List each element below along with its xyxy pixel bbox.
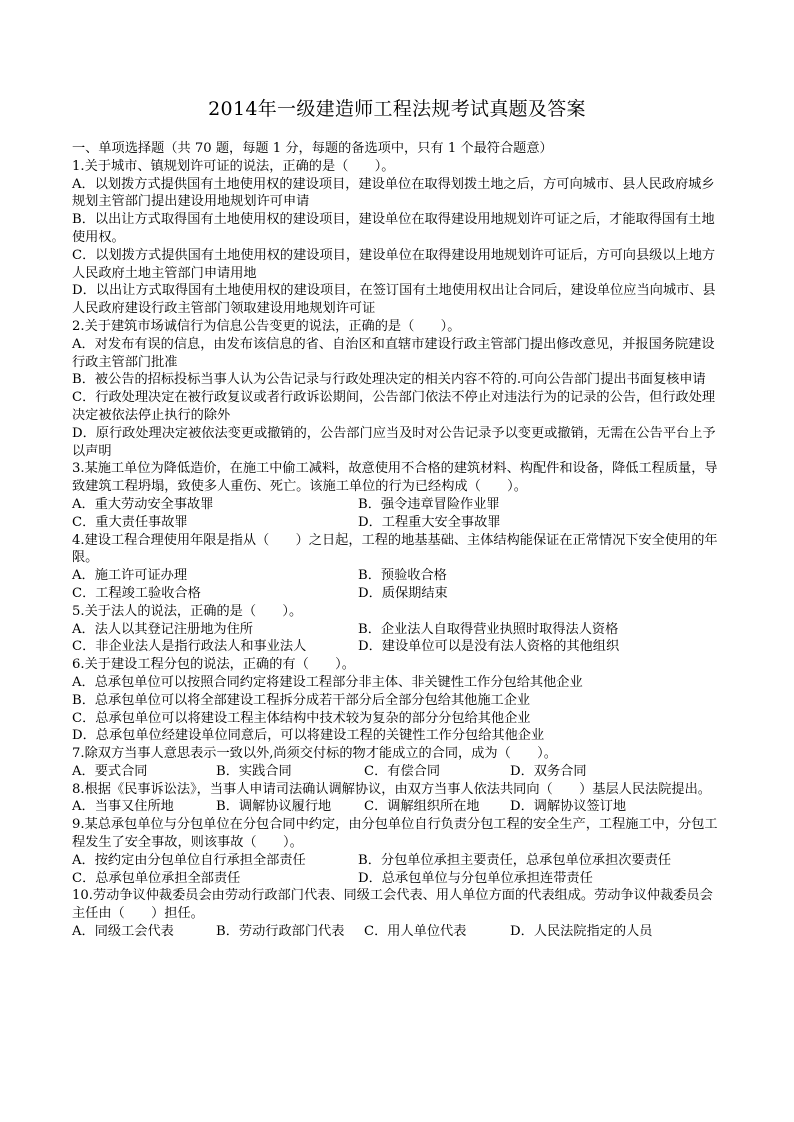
option-b: B．强令违章冒险作业罪 bbox=[358, 496, 500, 512]
document-body bbox=[72, 140, 722, 941]
option-d: D．建设单位可以是没有法人资格的其他组织 bbox=[358, 639, 620, 655]
option-b: B．分包单位承担主要责任，总承包单位承担次要责任 bbox=[358, 852, 672, 868]
option-a: A．法人以其登记注册地为住所 bbox=[72, 621, 253, 637]
option-a: A．同级工会代表 bbox=[72, 924, 174, 940]
option-d: D．以出让方式取得国有土地使用权的建设项目，在签订国有土地使用权出让合同后，建设单位应当向城市、县人民政府建设行政主管部门领取建设用地规划许可证 bbox=[72, 283, 716, 317]
option-a: A．要式合同 bbox=[72, 763, 148, 779]
question-6 bbox=[72, 656, 722, 745]
question-1 bbox=[72, 158, 722, 318]
question-8 bbox=[72, 781, 722, 817]
question-9 bbox=[72, 816, 722, 887]
question-7 bbox=[72, 745, 722, 781]
option-b: B．以出让方式取得国有土地使用权的建设项目，建设单位在取得建设用地规划许可证之后，才能取得国有土地使用权。 bbox=[72, 212, 715, 245]
option-c: C．有偿合同 bbox=[364, 763, 441, 779]
option-b: B．实践合同 bbox=[216, 763, 292, 779]
question-stem: 2.关于建筑市场诚信行为信息公告变更的说法，正确的是（ ）。 bbox=[72, 318, 461, 334]
question-4 bbox=[72, 532, 722, 603]
question-stem: 8.根据《民事诉讼法》，当事人申请司法确认调解协议，由双方当事人依法共同向（ ）基层人民法院提出。 bbox=[72, 781, 711, 797]
question-stem: 9.某总承包单位与分包单位在分包合同中约定，由分包单位自行负责分包工程的安全生产，工程施工中，分包工程发生了安全事故，则该事故（ ）。 bbox=[72, 817, 718, 851]
question-3 bbox=[72, 460, 722, 531]
option-a: A．总承包单位可以按照合同约定将建设工程部分非主体、非关键性工作分包给其他企业 bbox=[72, 674, 583, 690]
option-c: C．行政处理决定在被行政复议或者行政诉讼期间，公告部门依法不停止对违法行为的记录的公告，但行政处理决定被依法停止执行的除外 bbox=[72, 390, 716, 423]
option-c: C．非企业法人是指行政法人和事业法人 bbox=[72, 639, 307, 655]
option-c: C．总承包单位承担全部责任 bbox=[72, 870, 241, 886]
option-d: D．质保期结束 bbox=[358, 585, 448, 601]
question-stem: 10.劳动争议仲裁委员会由劳动行政部门代表、同级工会代表、用人单位方面的代表组成。劳动争议仲裁委员会主任由（ ）担任。 bbox=[72, 888, 713, 922]
question-10 bbox=[72, 887, 722, 940]
section-heading: 一、单项选择题（共 70 题，每题 1 分，每题的备选项中，只有 1 个最符合题意） bbox=[72, 141, 553, 156]
option-b: B．企业法人自取得营业执照时取得法人资格 bbox=[358, 621, 619, 637]
question-stem: 1.关于城市、镇规划许可证的说法，正确的是（ ）。 bbox=[72, 158, 395, 174]
option-d: D．原行政处理决定被依法变更或撤销的，公告部门应当及时对公告记录予以变更或撤销，无需在公告平台上予以声明 bbox=[72, 425, 716, 459]
option-c: C．调解组织所在地 bbox=[364, 799, 480, 815]
document-page bbox=[72, 96, 722, 941]
option-d: D．人民法院指定的人员 bbox=[510, 924, 653, 940]
option-d: D．工程重大安全事故罪 bbox=[358, 514, 501, 530]
option-b: B．预验收合格 bbox=[358, 568, 447, 584]
option-b: B．被公告的招标投标当事人认为公告记录与行政处理决定的相关内容不符的.可向公告部门提出书面复核申请 bbox=[72, 372, 706, 388]
question-stem: 6.关于建设工程分包的说法，正确的有（ ）。 bbox=[72, 657, 355, 673]
option-c: C．以划拨方式提供国有土地使用权的建设项目，建设单位在取得建设用地规划许可证后，方可向县级以上地方人民政府土地主管部门申请用地 bbox=[72, 247, 716, 281]
question-stem: 7.除双方当事人意思表示一致以外,尚须交付标的物才能成立的合同，成为（ ）。 bbox=[72, 746, 557, 762]
option-a: A．重大劳动安全事故罪 bbox=[72, 496, 214, 512]
option-a: A．对发布有误的信息，由发布该信息的省、自治区和直辖市建设行政主管部门提出修改意见，并报国务院建设行政主管部门批准 bbox=[72, 336, 715, 370]
option-b: B．劳动行政部门代表 bbox=[216, 924, 345, 940]
option-d: D．总承包单位与分包单位承担连带责任 bbox=[358, 870, 593, 886]
question-5 bbox=[72, 603, 722, 656]
question-2 bbox=[72, 318, 722, 460]
question-stem: 5.关于法人的说法，正确的是（ ）。 bbox=[72, 603, 303, 619]
option-c: C．总承包单位可以将建设工程主体结构中技术较为复杂的部分分包给其他企业 bbox=[72, 710, 531, 726]
option-d: D．总承包单位经建设单位同意后，可以将建设工程的关键性工作分包给其他企业 bbox=[72, 728, 545, 744]
option-b: B．总承包单位可以将全部建设工程拆分成若干部分后全部分包给其他施工企业 bbox=[72, 692, 531, 708]
option-b: B．调解协议履行地 bbox=[216, 799, 332, 815]
option-d: D．双务合同 bbox=[510, 763, 587, 779]
question-stem: 3.某施工单位为降低造价，在施工中偷工减料，故意使用不合格的建筑材料、构配件和设备，降低工程质量，导致建筑工程坍塌，致使多人重伤、死亡。该施工单位的行为已经构成（ ）。 bbox=[72, 461, 718, 495]
option-c: C．工程竣工验收合格 bbox=[72, 585, 201, 601]
option-c: C．用人单位代表 bbox=[364, 924, 467, 940]
option-a: A．施工许可证办理 bbox=[72, 568, 188, 584]
document-title: 2014年一级建造师工程法规考试真题及答案 bbox=[208, 98, 586, 120]
option-a: A．以划拨方式提供国有土地使用权的建设项目，建设单位在取得划拨土地之后，方可向城市、县人民政府城乡规划主管部门提出建设用地规划许可申请 bbox=[72, 176, 715, 210]
option-d: D．调解协议签订地 bbox=[510, 799, 627, 815]
question-stem: 4.建设工程合理使用年限是指从（ ）之日起，工程的地基基础、主体结构能保证在正常情况下安全使用的年限。 bbox=[72, 532, 718, 566]
option-c: C．重大责任事故罪 bbox=[72, 514, 188, 530]
option-a: A．按约定由分包单位自行承担全部责任 bbox=[72, 852, 306, 868]
option-a: A．当事又住所地 bbox=[72, 799, 174, 815]
